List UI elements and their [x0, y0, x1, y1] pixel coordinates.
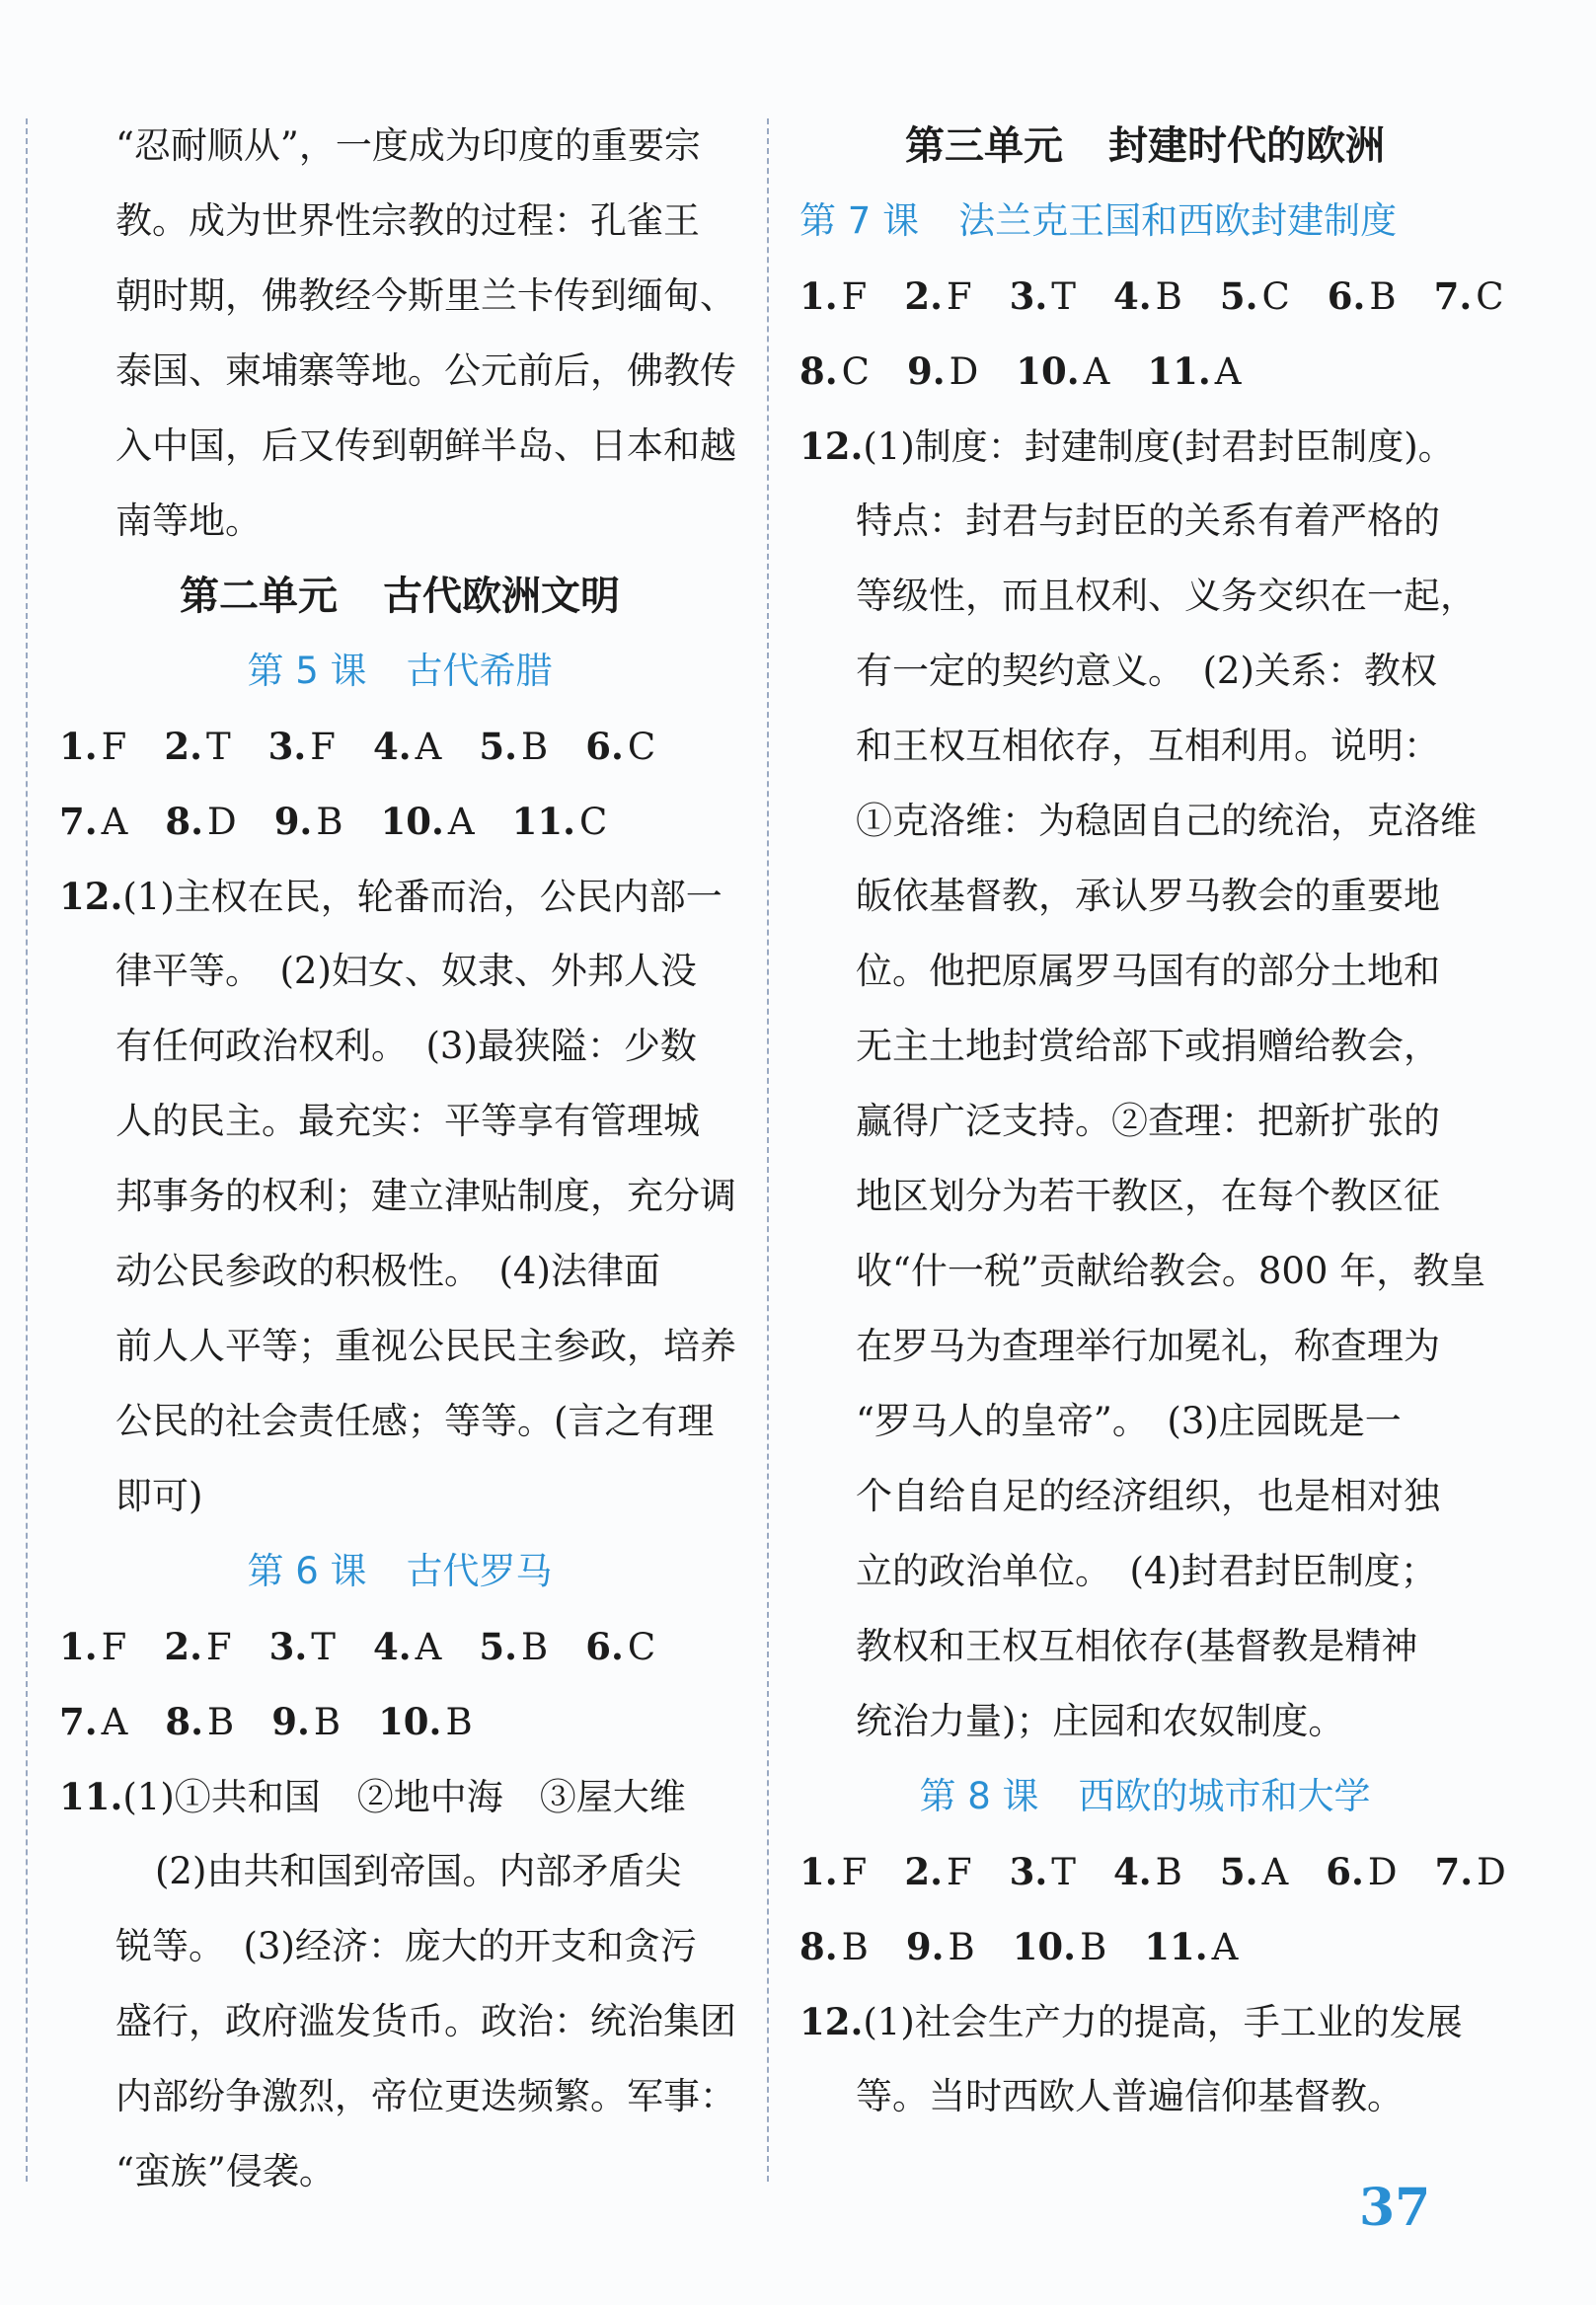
- question-12-line: 12.(1)主权在民，轮番而治，公民内部一: [59, 875, 722, 918]
- answer-text-line: 动公民参政的积极性。 (4)法律面: [115, 1250, 660, 1292]
- answer-text-line: 有一定的契约意义。 (2)关系：教权: [856, 650, 1437, 692]
- intro-line: 南等地。: [115, 499, 262, 542]
- answer-item: 11. A: [1147, 349, 1242, 393]
- answer-text-line: 邦事务的权利；建立津贴制度，充分调: [115, 1175, 736, 1217]
- answer-item: 8. B: [165, 1700, 235, 1743]
- question-number: 12.: [799, 2000, 864, 2043]
- answer-item: 3. F: [267, 725, 336, 768]
- answer-text-line: 人的民主。最充实：平等享有管理城: [115, 1100, 700, 1142]
- answer-text-line: 地区划分为若干教区，在每个教区征: [856, 1175, 1440, 1217]
- answer-item: 10. B: [1012, 1925, 1107, 1968]
- question-number: 12.: [799, 424, 864, 468]
- answer-item: 7. A: [59, 1700, 128, 1743]
- answer-text-line: “蛮族”侵袭。: [115, 2150, 336, 2192]
- answer-text-line: (2)由共和国到帝国。内部矛盾尖: [155, 1850, 682, 1892]
- lesson-title: 古代罗马: [406, 1550, 553, 1592]
- left-column: [59, 109, 740, 2209]
- answer-text-line: 收“什一税”贡献给教会。800 年，教皇: [856, 1250, 1486, 1292]
- lesson-title: 法兰克王国和西欧封建制度: [958, 199, 1398, 242]
- lesson-number: 第 7 课: [799, 199, 920, 242]
- unit-heading: [799, 109, 1490, 184]
- lesson-number: 第 6 课: [247, 1550, 367, 1592]
- answer-item: 8. D: [165, 800, 237, 843]
- intro-line: “忍耐顺从”，一度成为印度的重要宗: [115, 124, 701, 167]
- answer-text-line: 在罗马为查理举行加冕礼，称查理为: [856, 1325, 1440, 1367]
- answer-text-line: 等。当时西欧人普遍信仰基督教。: [856, 2075, 1404, 2117]
- answer-item: 3. T: [1009, 274, 1076, 318]
- right-column: [799, 109, 1506, 2134]
- answer-text-line: ①克洛维：为稳固自己的统治，克洛维: [856, 800, 1477, 842]
- answer-text-line: 公民的社会责任感；等等。(言之有理: [115, 1400, 715, 1442]
- unit-title: 封建时代的欧洲: [1108, 123, 1385, 169]
- answer-item: 7. C: [1433, 274, 1504, 318]
- column-divider: [767, 118, 769, 2182]
- answer-text-line: 无主土地封赏给部下或捐赠给教会，: [856, 1025, 1440, 1067]
- answer-item: 8. B: [799, 1925, 869, 1968]
- answer-text-line: 位。他把原属罗马国有的部分土地和: [856, 950, 1440, 992]
- answer-item: 10. B: [378, 1700, 473, 1743]
- answer-text-line: 内部纷争激烈，帝位更迭频繁。军事：: [115, 2075, 736, 2117]
- answer-item: 8. C: [799, 349, 870, 393]
- question-number: 11.: [59, 1775, 123, 1818]
- answer-row: [799, 334, 1490, 409]
- lesson-title: 古代希腊: [406, 650, 553, 692]
- answer-item: 5. B: [479, 725, 549, 768]
- answer-text-line: 统治力量)；庄园和农奴制度。: [856, 1700, 1345, 1742]
- answer-text-line: 锐等。 (3)经济：庞大的开支和贪污: [115, 1925, 697, 1967]
- answer-item: 2. F: [904, 274, 972, 318]
- answer-item: 3. T: [268, 1625, 336, 1668]
- answer-item: 4. B: [1112, 1850, 1182, 1893]
- lesson-number: 第 8 课: [919, 1775, 1039, 1817]
- answer-item: 1. F: [799, 274, 868, 318]
- answer-text-line: 立的政治单位。 (4)封君封臣制度；: [856, 1550, 1437, 1592]
- answer-item: 9. B: [905, 1925, 975, 1968]
- answer-item: 7. A: [59, 800, 128, 843]
- question-number: 12.: [59, 875, 123, 918]
- answer-item: 10. A: [1016, 349, 1110, 393]
- unit-title: 古代欧洲文明: [383, 574, 620, 619]
- answer-item: 1. F: [799, 1850, 868, 1893]
- answer-item: 4. A: [372, 1625, 442, 1668]
- answer-text-line: 前人人平等；重视公民民主参政，培养: [115, 1325, 736, 1367]
- question-11-line: 11.(1)①共和国 ②地中海 ③屋大维: [59, 1775, 686, 1818]
- unit-number: 第三单元: [905, 123, 1063, 169]
- answer-item: 11. A: [1144, 1925, 1239, 1968]
- question-12-line: 12.(1)制度：封建制度(封君封臣制度)。: [799, 424, 1455, 468]
- answer-item: 6. B: [1327, 274, 1397, 318]
- answer-text-line: 特点：封君与封臣的关系有着严格的: [856, 499, 1440, 542]
- answer-text-line: 教权和王权互相依存(基督教是精神: [856, 1625, 1418, 1667]
- answer-item: 11. C: [511, 800, 608, 843]
- answer-text-line: “罗马人的皇帝”。 (3)庄园既是一: [856, 1400, 1402, 1442]
- answer-row: [59, 784, 740, 859]
- answer-text-line: 赢得广泛支持。②查理：把新扩张的: [856, 1100, 1440, 1142]
- answer-item: 7. D: [1434, 1850, 1506, 1893]
- answer-item: 9. B: [271, 1700, 342, 1743]
- answer-text-line: 皈依基督教，承认罗马教会的重要地: [856, 875, 1440, 917]
- question-12-line: 12.(1)社会生产力的提高，手工业的发展: [799, 2000, 1463, 2043]
- answer-item: 1. F: [59, 1625, 127, 1668]
- answer-row: [59, 1609, 740, 1684]
- answer-text-line: 和王权互相依存，互相利用。说明：: [856, 725, 1440, 767]
- page-number: 37: [1359, 2178, 1431, 2238]
- answer-item: 6. C: [585, 725, 656, 768]
- answer-text-line: 有任何政治权利。 (3)最狭隘：少数: [115, 1025, 697, 1067]
- intro-line: 入中国，后又传到朝鲜半岛、日本和越: [115, 424, 736, 467]
- answer-item: 6. D: [1326, 1850, 1398, 1893]
- answer-item: 2. F: [904, 1850, 972, 1893]
- left-margin-rule: [26, 118, 28, 2182]
- answer-item: 3. T: [1009, 1850, 1076, 1893]
- answer-text-line: 律平等。 (2)妇女、奴隶、外邦人没: [115, 950, 697, 992]
- answer-item: 9. D: [906, 349, 979, 393]
- answer-text-line: 个自给自足的经济组织，也是相对独: [856, 1475, 1440, 1517]
- lesson-number: 第 5 课: [247, 650, 367, 692]
- answer-item: 10. A: [380, 800, 475, 843]
- intro-line: 朝时期，佛教经今斯里兰卡传到缅甸、: [115, 274, 736, 317]
- answer-row: [59, 1684, 740, 1759]
- lesson-heading: [59, 1534, 740, 1609]
- unit-heading: [59, 559, 740, 634]
- answer-item: 5. C: [1219, 274, 1290, 318]
- answer-row: [799, 1909, 1490, 1984]
- answer-item: 5. A: [1219, 1850, 1289, 1893]
- answer-item: 2. F: [164, 1625, 232, 1668]
- answer-item: 1. F: [59, 725, 127, 768]
- answer-item: 4. A: [372, 725, 442, 768]
- answer-row: [799, 259, 1504, 334]
- lesson-heading: [799, 1759, 1490, 1834]
- answer-text-line: 等级性，而且权利、义务交织在一起，: [856, 575, 1477, 617]
- answer-row: [799, 1834, 1506, 1909]
- lesson-heading: [799, 184, 1490, 259]
- intro-line: 教。成为世界性宗教的过程：孔雀王: [115, 199, 700, 242]
- intro-line: 泰国、柬埔寨等地。公元前后，佛教传: [115, 349, 736, 392]
- answer-text-line: 盛行，政府滥发货币。政治：统治集团: [115, 2000, 736, 2042]
- lesson-title: 西欧的城市和大学: [1078, 1775, 1371, 1817]
- answer-item: 6. C: [585, 1625, 656, 1668]
- answer-item: 5. B: [479, 1625, 549, 1668]
- unit-number: 第二单元: [180, 574, 338, 619]
- answer-item: 4. B: [1112, 274, 1182, 318]
- answer-row: [59, 709, 740, 784]
- answer-item: 9. B: [273, 800, 343, 843]
- lesson-heading: [59, 634, 740, 709]
- answer-text-line: 即可): [115, 1475, 203, 1517]
- answer-item: 2. T: [164, 725, 231, 768]
